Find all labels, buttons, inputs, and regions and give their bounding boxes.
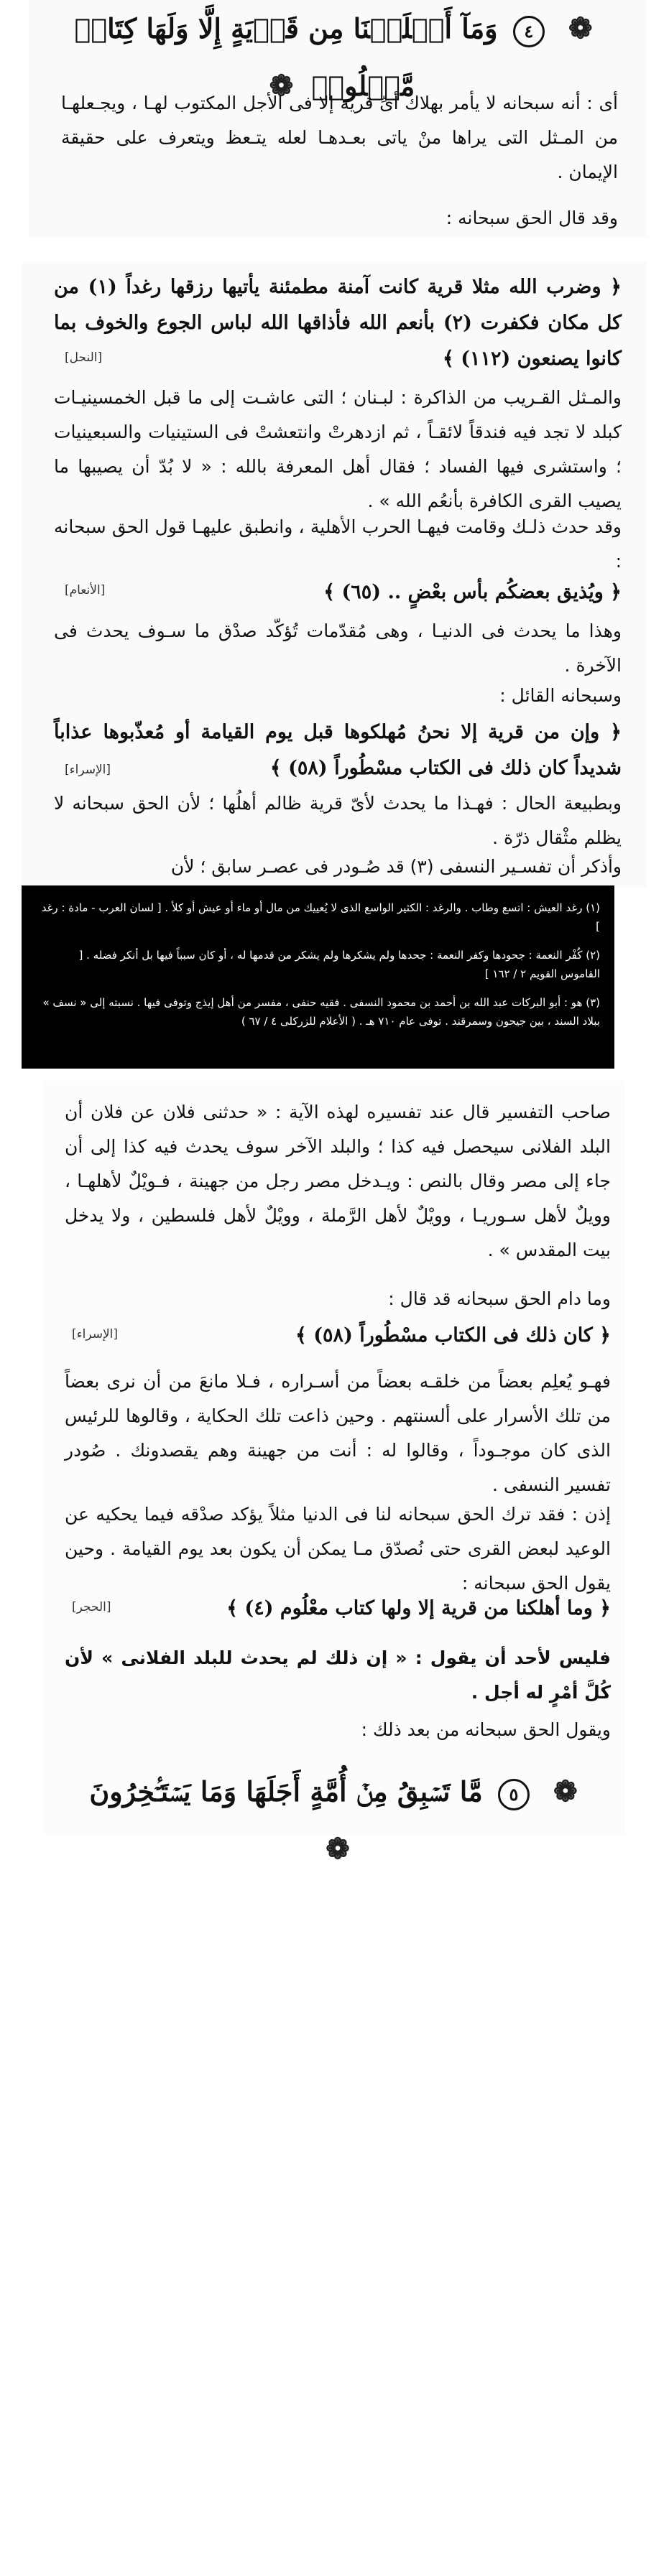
paragraph: صاحب التفسير قال عند تفسيره لهذه الآية : « حدثنى فلان عن فلان أن البلد الفلانى سيحصل فيه كذا ؛ والبلد الآخر سوف يحدث فيه كذا إلى أن جاء إلى مصر وقال بالنص : ويـدخل مصر رجل من جهينة ، فـويْلٌ لأهلهـا ، وويلٌ لأهل سـوريـا ، وويْلٌ لأهل الرَّملة ، وويْلٌ لأهل فلسطين ، ولا يدخل بيت المقدس » . (65, 1102, 611, 1260)
ornament-icon: ❁ (326, 1832, 350, 1866)
verse-header-top (65, 0, 611, 103)
paragraph: ويقول الحق سبحانه من بعد ذلك : (361, 1719, 611, 1740)
paragraph: وبطبيعة الحال : فهـذا ما يحدث لأىّ قرية ظالم أهلُها ؛ لأن الحق سبحانه لا يظلم مثْقال ذرّة . (54, 793, 622, 848)
surah-reference: [الإسراء] (72, 1327, 119, 1342)
quran-verse: ﴿ كان ذلك فى الكتاب مسْطُوراً (٥٨) ﴾ (295, 1324, 611, 1347)
paragraph: فهـو يُعلِم بعضاً من خلقـه بعضاً من أسـراره ، فـلا مانعَ من أن نرى بعضاً من تلك الأسرار على ألسنتهم . وحين ذاعت تلك الحكاية ، وقالوها للرئيس الذى كان موجـوداً ، وقالوا له : أنت من جهينة وهم يقصدونك . صُودر تفسير النسفى . (65, 1371, 611, 1495)
verse-header-text: مَّا تَسۡبِقُ مِنۡ أُمَّةٍ أَجَلَهَا وَمَا يَسۡتَـٔۡخِرُونَ (89, 1775, 483, 1808)
quran-verse: ﴿ وإن من قرية إلا نحنُ مُهلكوها قبل يوم القيامة أو مُعذّبوها عذاباً شديداً كان ذلك فى الكتاب مسْطُوراً (٥٨) ﴾ (54, 721, 622, 779)
surah-reference: [الأنعام] (65, 583, 106, 597)
footnote: (٢) كُفْر النعمة : جحودها وكفر النعمة : جحدها ولم يشكرها ولم يشكر من قدمها له ، أو كان سبباً فيها بل أنكر فضله . [ القاموس القويم ٢ / ١٦٢ ] (78, 949, 600, 980)
paragraph: وأذكر أن تفسـير النسفى (٣) قد صُـودر فى عصـر سابق ؛ لأن (170, 856, 622, 877)
quran-verse: ﴿ وما أهلكنا من قرية إلا ولها كتاب معْلُوم (٤) ﴾ (226, 1597, 611, 1619)
ornament-icon: ❁ (269, 69, 294, 103)
ornament-icon: ❁ (553, 1775, 578, 1808)
paragraph: والمـثل القـريب من الذاكرة : لبـنان ؛ التى عاشـت إلى ما قبل الخمسينيـات كبلد لا تجد فيه فندقاً لائقـاً ، ثم ازدهرتْ وانتعشتْ فى الستينيات والسبعينيات ؛ واستشرى فيها الفساد ؛ فقال أهل المعرفة بالله : « لا بُدّ أن يصيبها ما يصيب القرى الكافرة بأنعُم الله » . (54, 387, 622, 511)
quran-verse: ﴿ ويُذيق بعضكُم بأس بعْضٍ .. (٦٥) ﴾ (323, 581, 622, 603)
paragraph: وهذا ما يحدث فى الدنيـا ، وهى مُقدّمات تُؤكّد صدْق ما سـوف يحدث فى الآخرة . (54, 620, 622, 676)
paragraph: أى : أنه سبحانه لا يأمر بهلاك أىِّ قرية إلا فى الأجل المكتوب لهـا ، ويجـعلهـا من المـثل التى يراها منْ ياتى بعـدهـا لعله يتـعظ ويتعرف على حقيقة الإيمان . (61, 93, 618, 182)
ornament-icon: ❁ (568, 11, 593, 45)
paragraph: وقد قال الحق سبحانه : (446, 208, 618, 228)
verse-header-text: وَمَآ أَهۡلَكۡنَا مِن قَرۡيَةٍ إِلَّا وَلَهَا كِتَابٞ مَّعۡلُومٞ (74, 12, 498, 102)
surah-reference: [الإسراء] (65, 763, 111, 777)
footnote: (٣) هو : أبو البركات عبد الله بن أحمد بن محمود النسفى . فقيه حنفى ، مفسر من أهل إيذج وتوفى فيها . نسبته إلى « نسف » ببلاد السند ، بين جيحون وسمرقند . توفى عام ٧١٠ هـ . ( الأعلام للزركلى ٤ / ٦٧ ) (42, 996, 600, 1028)
footnotes-box (22, 885, 614, 1069)
surah-reference: [الحجر] (72, 1600, 111, 1614)
quran-verse: ﴿ وضرب الله مثلا قرية كانت آمنة مطمئنة يأتيها رزقها رغداً (١) من كل مكان فكفرت (٢) بأنعم الله فأذاقها الله لباس الجوع والخوف بما كانوا يصنعون (١١٢) ﴾ (54, 276, 622, 370)
paragraph: فليس لأحد أن يقول : « إن ذلك لم يحدث للبلد الفلانى » لأن كُلَّ أمْرٍ له أجل . (65, 1647, 611, 1703)
paragraph: وقد حدث ذلـك وقامت فيهـا الحرب الأهلية ، وانطبق عليهـا قول الحق سبحانه : (54, 516, 622, 572)
paragraph: وما دام الحق سبحانه قد قال : (388, 1288, 611, 1309)
footnote: (١) رغد العيش : اتسع وطاب . والرغد : الكثير الواسع الذى لا يُعييك من مال أو ماء أو عيش أو كلأ . [ لسان العرب - مادة : رغد ] (41, 901, 600, 933)
paragraph: إذن : فقد ترك الحق سبحانه لنا فى الدنيا مثلاً يؤكد صدْقه فيما يحكيه عن الوعيد لبعض القرى حتى نُصدّق مـا يمكن أن يكون بعد يوم القيامة . وحين يقول الحق سبحانه : (65, 1504, 611, 1594)
verse-number-badge: ٤ (513, 16, 545, 47)
verse-number-badge: ٥ (498, 1779, 530, 1810)
surah-reference: [النحل] (65, 350, 103, 365)
verse-header-bottom (65, 1763, 611, 1866)
paragraph: وسبحانه القائل : (499, 685, 622, 706)
